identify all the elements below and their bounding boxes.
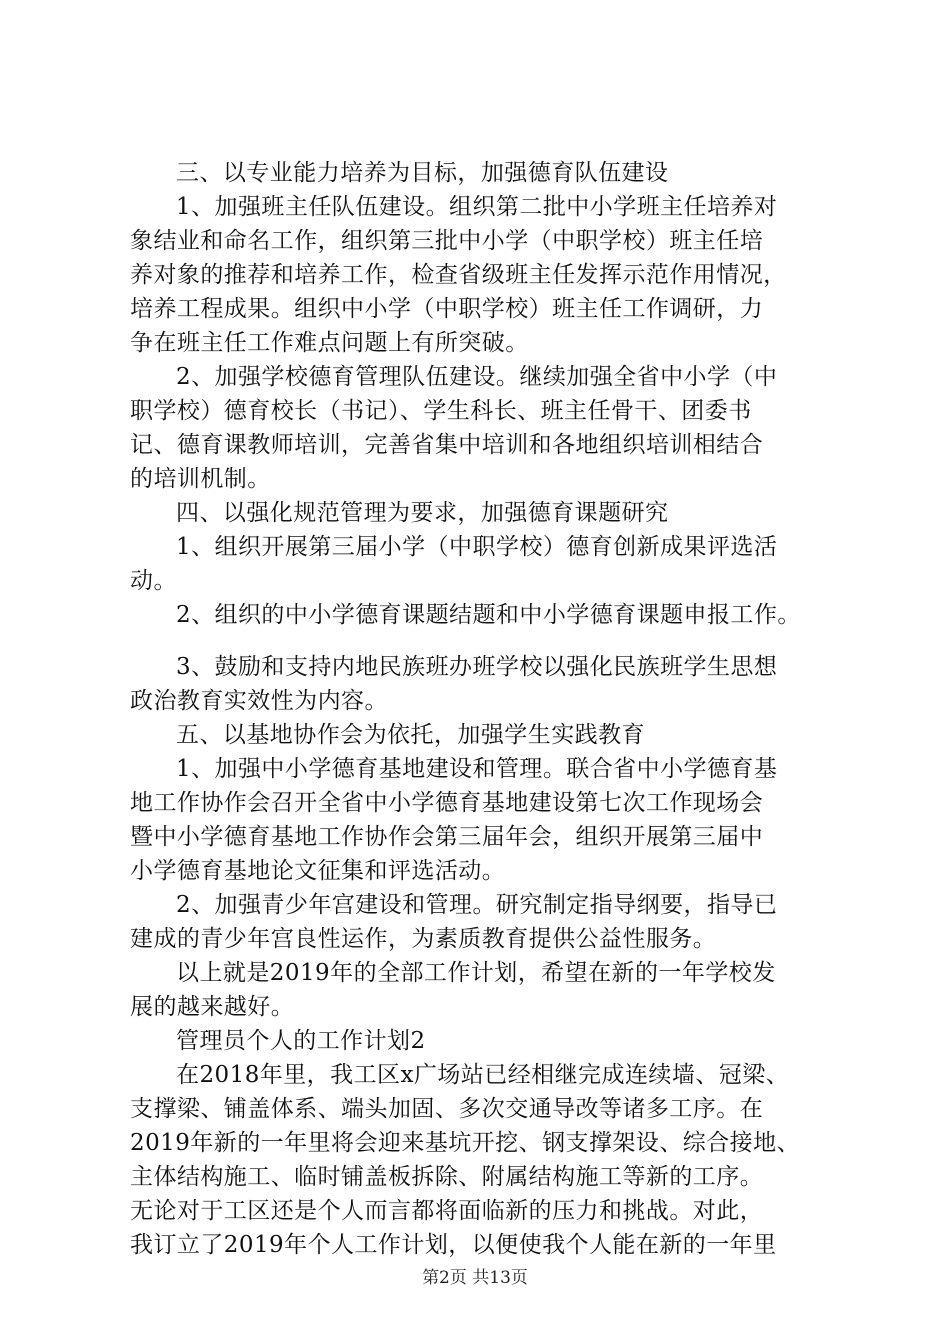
paragraph-line: 1、组织开展第三届小学（中职学校）德育创新成果评选活 [176,534,778,560]
paragraph-line: 在2018年里，我工区x广场站已经相继完成连续墙、冠梁、 [176,1062,790,1088]
section-title-plan-2: 管理员个人的工作计划2 [176,1028,426,1054]
paragraph-line: 主体结构施工、临时铺盖板拆除、附属结构施工等新的工序。 [130,1164,764,1190]
paragraph-line: 我订立了2019年个人工作计划，以便使我个人能在新的一年里 [130,1232,777,1258]
paragraph-line: 1、加强中小学德育基地建设和管理。联合省中小学德育基 [176,756,778,782]
paragraph-line: 地工作协作会召开全省中小学德育基地建设第七次工作现场会 [130,790,764,816]
paragraph-line: 争在班主任工作难点问题上有所突破。 [130,330,529,356]
paragraph-line: 以上就是2019年的全部工作计划，希望在新的一年学校发 [176,960,776,986]
section-heading-5: 五、以基地协作会为依托，加强学生实践教育 [176,722,645,748]
paragraph-line: 2、组织的中小学德育课题结题和中小学德育课题申报工作。 [176,602,801,628]
paragraph-line: 小学德育基地论文征集和评选活动。 [130,858,506,884]
paragraph-line: 2019年新的一年里将会迎来基坑开挖、钢支撑架设、综合接地、 [130,1130,801,1156]
paragraph-line: 动。 [130,568,177,594]
paragraph-line: 2、加强学校德育管理队伍建设。继续加强全省中小学（中 [176,364,778,390]
section-heading-4: 四、以强化规范管理为要求，加强德育课题研究 [176,500,669,526]
paragraph-line: 2、加强青少年宫建设和管理。研究制定指导纲要，指导已 [176,892,778,918]
paragraph-line: 支撑梁、铺盖体系、端头加固、多次交通导改等诸多工序。在 [130,1096,764,1122]
page-footer: 第2页 共13页 [422,1268,528,1288]
paragraph-line: 3、鼓励和支持内地民族班办班学校以强化民族班学生思想 [176,654,778,680]
paragraph-line: 无论对于工区还是个人而言都将面临新的压力和挑战。对此， [130,1198,764,1224]
paragraph-line: 记、德育课教师培训，完善省集中培训和各地组织培训相结合 [130,432,764,458]
paragraph-line: 职学校）德育校长（书记）、学生科长、班主任骨干、团委书 [130,398,752,424]
paragraph-line: 的培训机制。 [130,466,271,492]
paragraph-line: 培养工程成果。组织中小学（中职学校）班主任工作调研，力 [130,296,764,322]
paragraph-line: 暨中小学德育基地工作协作会第三届年会，组织开展第三届中 [130,824,764,850]
paragraph-line: 政治教育实效性为内容。 [130,688,388,714]
section-heading-3: 三、以专业能力培养为目标，加强德育队伍建设 [176,160,669,186]
paragraph-line: 展的越来越好。 [130,994,295,1020]
paragraph-line: 象结业和命名工作，组织第三批中小学（中职学校）班主任培 [130,228,764,254]
paragraph-line: 建成的青少年宫良性运作，为素质教育提供公益性服务。 [130,926,717,952]
paragraph-line: 1、加强班主任队伍建设。组织第二批中小学班主任培养对 [176,194,778,220]
paragraph-line: 养对象的推荐和培养工作，检查省级班主任发挥示范作用情况， [130,262,787,288]
